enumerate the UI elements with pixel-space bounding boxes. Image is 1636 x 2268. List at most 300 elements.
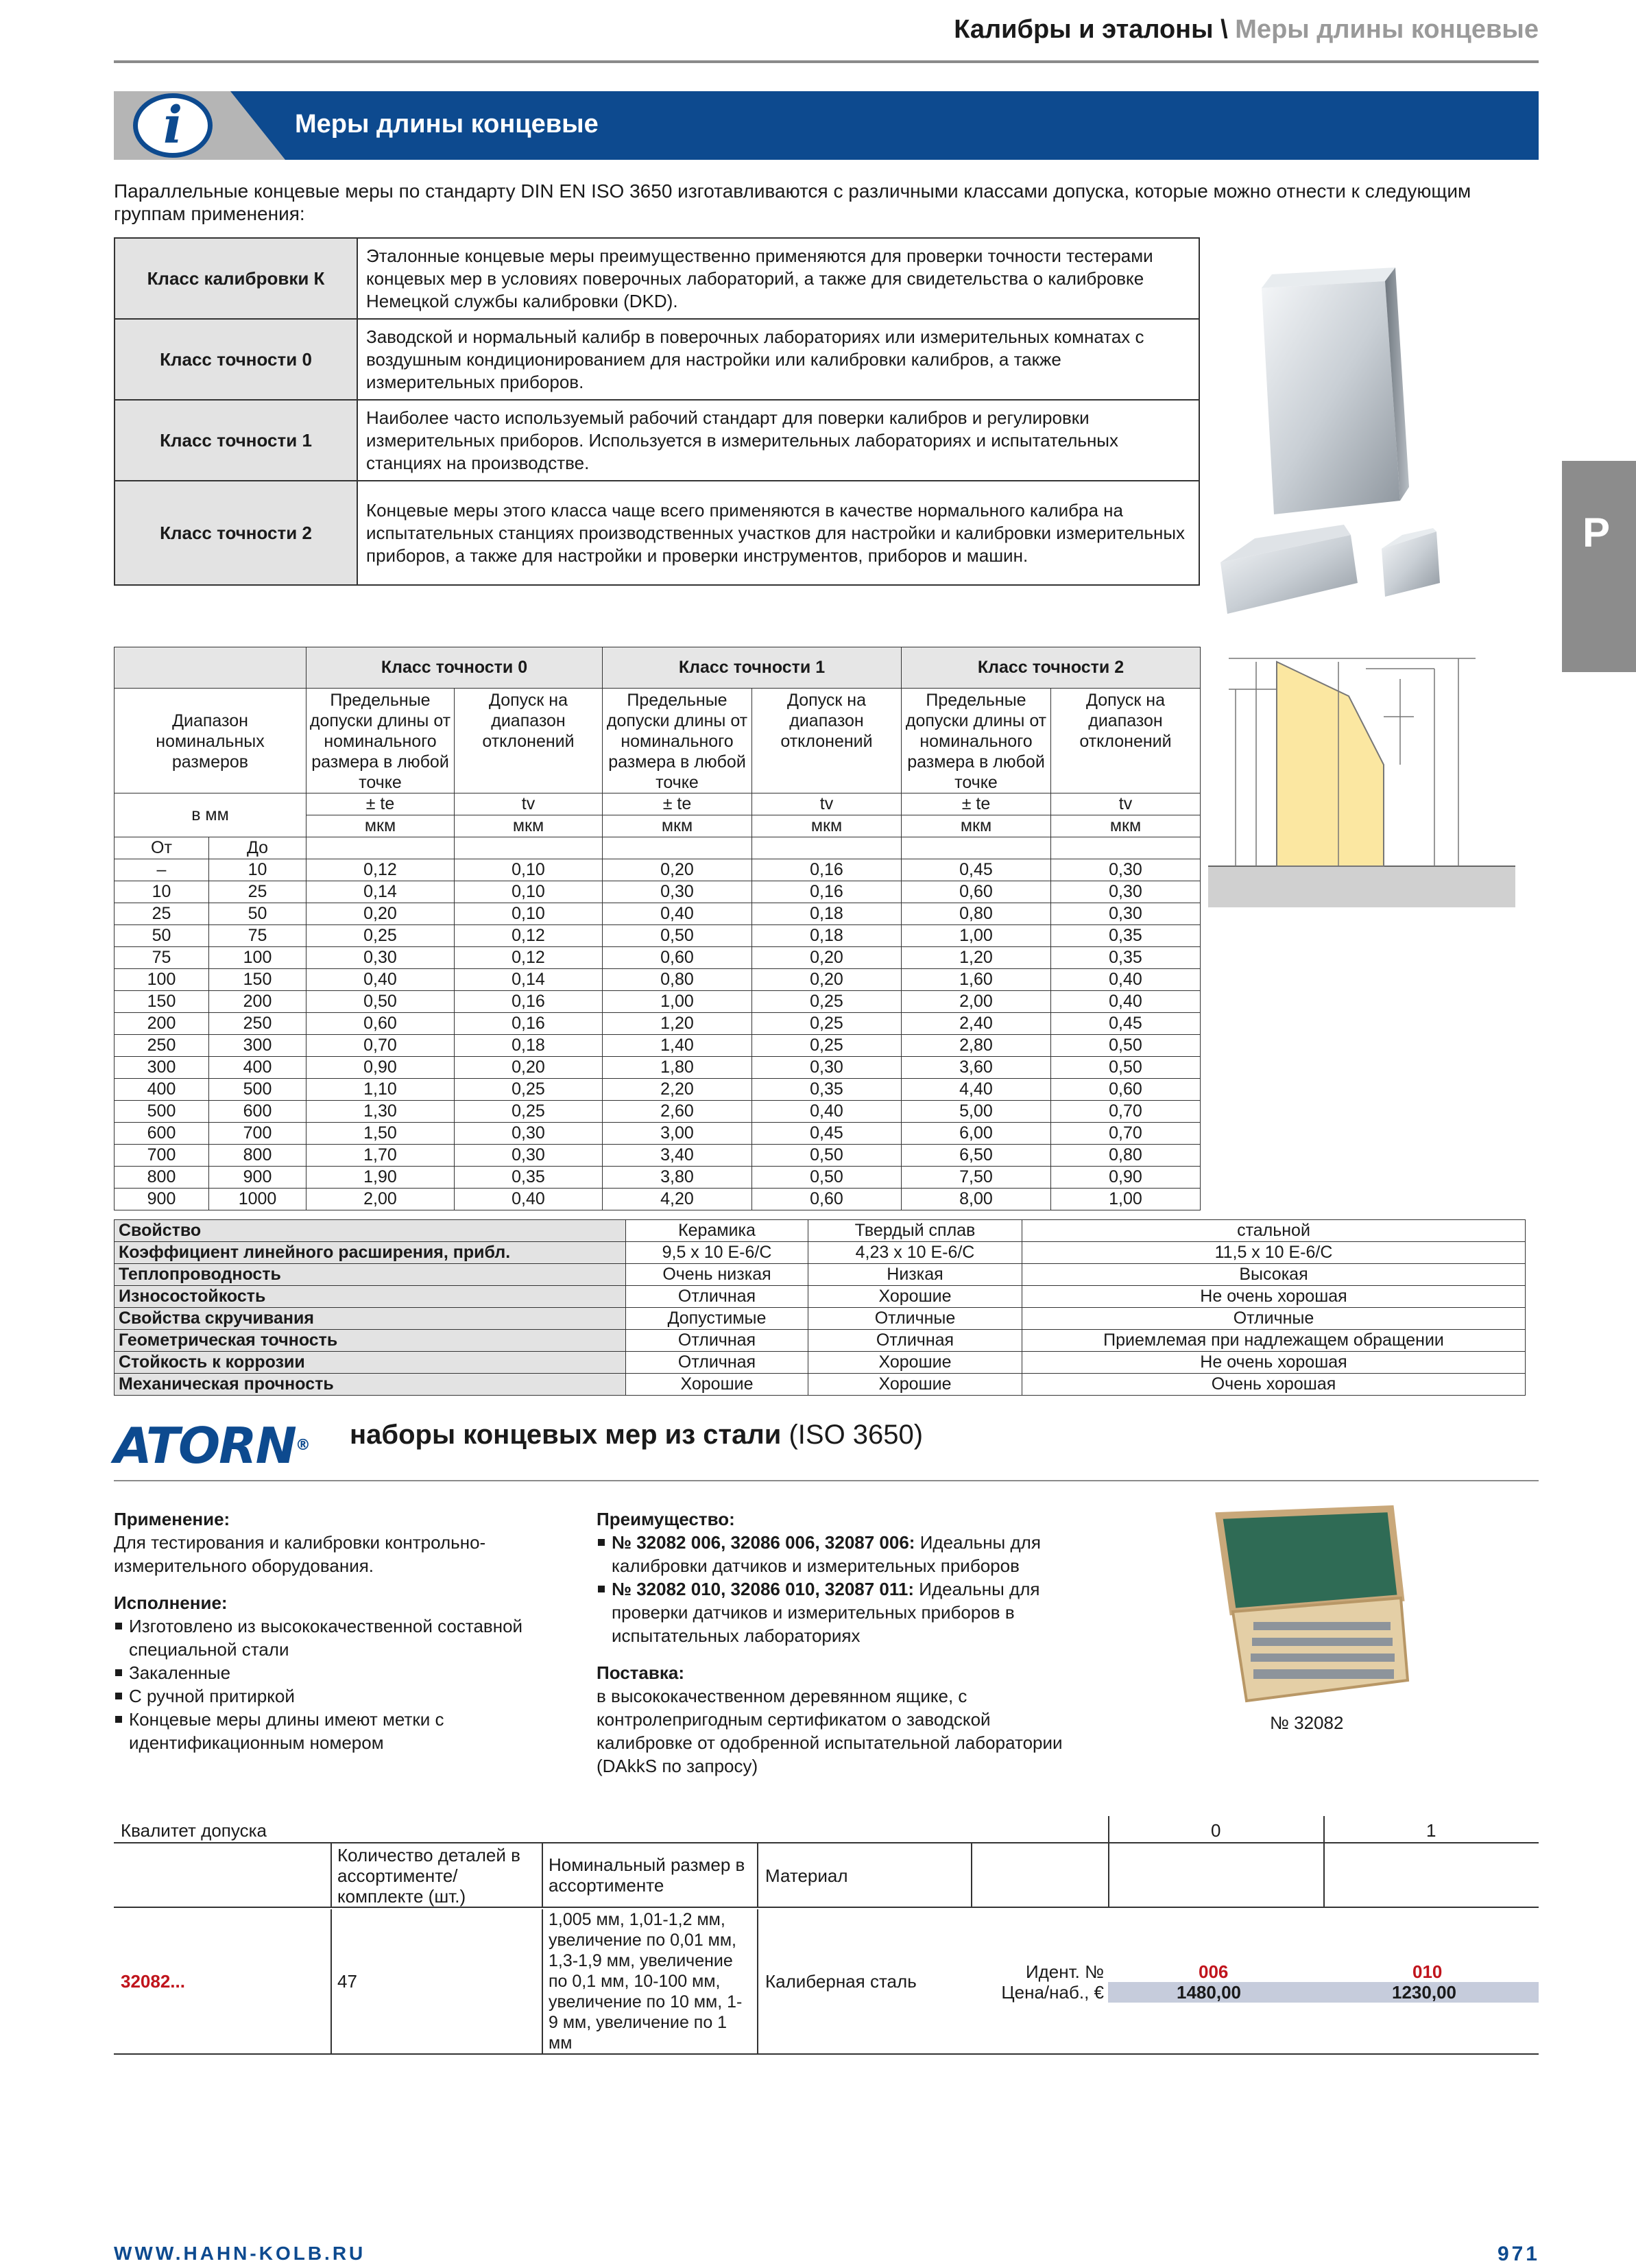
count-header: Количество деталей в ассортименте/комплекте (шт.) bbox=[337, 1845, 520, 1907]
table-row bbox=[115, 1264, 1526, 1286]
table-cell: 250 bbox=[209, 1013, 306, 1035]
property-value: Хорошие bbox=[808, 1286, 1022, 1308]
delivery-heading: Поставка: bbox=[597, 1662, 684, 1683]
header-subtitle: Меры длины концевые bbox=[1235, 15, 1539, 44]
header-separator: \ bbox=[1213, 15, 1236, 44]
table-cell: 0,80 bbox=[902, 903, 1051, 925]
range-label: Диапазон номинальных размеров bbox=[115, 689, 306, 793]
table-cell: 100 bbox=[209, 947, 306, 969]
table-row bbox=[115, 481, 1199, 585]
from-label: От bbox=[115, 837, 209, 859]
table-cell: 25 bbox=[209, 881, 306, 903]
empty-cell bbox=[1051, 837, 1201, 859]
table-row bbox=[115, 925, 1201, 947]
table-row bbox=[115, 1374, 1526, 1396]
table-cell: 0,12 bbox=[455, 925, 603, 947]
gauge-block-photo bbox=[1214, 261, 1515, 638]
property-rows bbox=[115, 1242, 1526, 1396]
column-header: Предельные допуски длины от номинального размера в любой точке bbox=[306, 689, 455, 793]
table-row bbox=[115, 1035, 1201, 1057]
class-description: Наиболее часто используемый рабочий стандарт для поверки калибров и регулировки измерительных приборов. Используется в измерительных лабораториях и испытательных станциях на производстве. bbox=[357, 400, 1199, 481]
symbol: tv bbox=[752, 793, 902, 815]
divider bbox=[757, 1909, 758, 2055]
table-cell: 400 bbox=[115, 1079, 209, 1101]
unit: мкм bbox=[752, 815, 902, 837]
table-cell: 0,25 bbox=[752, 1013, 902, 1035]
table-cell: 0,60 bbox=[306, 1013, 455, 1035]
table-cell: 0,14 bbox=[455, 969, 603, 991]
table-cell: 1,20 bbox=[902, 947, 1051, 969]
table-cell: 0,50 bbox=[1051, 1057, 1201, 1079]
table-cell: 50 bbox=[209, 903, 306, 925]
header-rule bbox=[114, 60, 1539, 63]
table-cell: 300 bbox=[209, 1035, 306, 1057]
table-cell: 200 bbox=[209, 991, 306, 1013]
table-cell: 0,40 bbox=[1051, 969, 1201, 991]
material-header: стальной bbox=[1022, 1220, 1526, 1242]
grade-0: 0 bbox=[1211, 1820, 1221, 1841]
table-cell: 0,20 bbox=[306, 903, 455, 925]
table-row bbox=[115, 1308, 1526, 1330]
divider bbox=[1108, 1816, 1109, 1843]
column-header: Допуск на диапазон отклонений bbox=[752, 689, 902, 793]
list-item: Закаленные bbox=[114, 1661, 560, 1684]
table-cell: 8,00 bbox=[902, 1189, 1051, 1210]
table-cell: 0,40 bbox=[306, 969, 455, 991]
table-cell: 0,25 bbox=[752, 991, 902, 1013]
table-cell: 0,16 bbox=[752, 859, 902, 881]
property-value: Хорошие bbox=[808, 1352, 1022, 1374]
table-cell: 0,16 bbox=[455, 1013, 603, 1035]
tolerance-rows bbox=[115, 859, 1201, 1210]
column-header: Предельные допуски длины от номинального размера в любой точке bbox=[603, 689, 752, 793]
table-cell: 800 bbox=[209, 1145, 306, 1167]
table-cell: 0,50 bbox=[1051, 1035, 1201, 1057]
divider bbox=[1323, 1843, 1325, 1908]
divider bbox=[1323, 1816, 1325, 1843]
table-cell: 0,25 bbox=[306, 925, 455, 947]
empty-cell bbox=[455, 837, 603, 859]
property-name: Стойкость к коррозии bbox=[115, 1352, 626, 1374]
advantage-text: Идеальны для проверки датчиков и измерительных приборов в испытательных лабораториях bbox=[612, 1579, 1040, 1646]
table-cell: 3,00 bbox=[603, 1123, 752, 1145]
class-name: Класс точности 1 bbox=[115, 400, 357, 481]
list-item bbox=[597, 1577, 1063, 1647]
grade-row bbox=[114, 1816, 1539, 1843]
table-cell: 1,50 bbox=[306, 1123, 455, 1145]
intro-text: Параллельные концевые меры по стандарту DIN EN ISO 3650 изготавливаются с различными классами допуска, которые можно отнести к следующим группам применения: bbox=[114, 180, 1471, 224]
material-header: Керамика bbox=[626, 1220, 808, 1242]
table-cell: 0,20 bbox=[752, 969, 902, 991]
grade-label: Квалитет допуска bbox=[121, 1820, 267, 1841]
application-heading: Применение: bbox=[114, 1509, 230, 1529]
class-name: Класс калибровки К bbox=[115, 238, 357, 319]
table-cell: 2,80 bbox=[902, 1035, 1051, 1057]
product-title-rule bbox=[114, 1480, 1539, 1481]
price-label: Цена/наб., € bbox=[1001, 1982, 1104, 2003]
table-cell: 900 bbox=[115, 1189, 209, 1210]
table-cell: 4,40 bbox=[902, 1079, 1051, 1101]
column-header: Допуск на диапазон отклонений bbox=[1051, 689, 1201, 793]
property-value: Отличная bbox=[626, 1352, 808, 1374]
class-description: Заводской и нормальный калибр в поверочных лабораториях или измерительных комнатах с воздушным кондиционированием для настройки или калибровки калибров, а также измерительных приборов. bbox=[357, 319, 1199, 400]
table-cell: 700 bbox=[115, 1145, 209, 1167]
symbol: ± te bbox=[306, 793, 455, 815]
table-cell: 1,60 bbox=[902, 969, 1051, 991]
table-row bbox=[115, 903, 1201, 925]
table-row bbox=[114, 1909, 1539, 2055]
piece-count: 47 bbox=[337, 1971, 357, 1992]
advantage-list bbox=[597, 1531, 1063, 1647]
table-cell: 25 bbox=[115, 903, 209, 925]
table-cell: 0,35 bbox=[1051, 947, 1201, 969]
table-cell: 1,00 bbox=[902, 925, 1051, 947]
table-row bbox=[115, 1101, 1201, 1123]
class-description: Концевые меры этого класса чаще всего применяются в качестве нормального калибра на испытательных станциях производственных участков для настройки и калибровки измерительных приборов, а также для настройки и проверки инструментов, приборов и машин. bbox=[357, 481, 1199, 585]
unit: мкм bbox=[1051, 815, 1201, 837]
table-cell: 200 bbox=[115, 1013, 209, 1035]
table-cell: 2,20 bbox=[603, 1079, 752, 1101]
table-cell: 1,40 bbox=[603, 1035, 752, 1057]
column-header: Допуск на диапазон отклонений bbox=[455, 689, 603, 793]
table-cell: 0,60 bbox=[752, 1189, 902, 1210]
table-cell: 0,20 bbox=[603, 859, 752, 881]
table-cell: 0,20 bbox=[752, 947, 902, 969]
empty-header-cell bbox=[115, 647, 306, 689]
table-row bbox=[115, 1123, 1201, 1145]
table-cell: 0,25 bbox=[455, 1079, 603, 1101]
table-cell: 0,16 bbox=[455, 991, 603, 1013]
section-side-tab bbox=[1562, 461, 1636, 672]
table-row bbox=[115, 238, 1199, 319]
delivery-text: в высококачественном деревянном ящике, с контролепригодным сертификатом о заводской калибровке от одобренной испытательной лаборатории (DAkkS по запросу) bbox=[597, 1686, 1063, 1776]
advantage-heading: Преимущество: bbox=[597, 1509, 735, 1529]
divider bbox=[757, 1843, 758, 1908]
table-row bbox=[115, 1330, 1526, 1352]
table-cell: 2,40 bbox=[902, 1013, 1051, 1035]
table-cell: 0,18 bbox=[455, 1035, 603, 1057]
footer-url[interactable]: WWW.HAHN-KOLB.RU bbox=[114, 2243, 366, 2264]
table-cell: 0,90 bbox=[306, 1057, 455, 1079]
table-cell: 0,40 bbox=[1051, 991, 1201, 1013]
table-cell: 800 bbox=[115, 1167, 209, 1189]
banner-title: Меры длины концевые bbox=[295, 110, 599, 139]
table-cell: 150 bbox=[115, 991, 209, 1013]
table-cell: 1,30 bbox=[306, 1101, 455, 1123]
article-code[interactable]: 32082... bbox=[121, 1971, 185, 1992]
class-name: Класс точности 0 bbox=[115, 319, 357, 400]
class-name: Класс точности 2 bbox=[115, 481, 357, 585]
photo-caption: № 32082 bbox=[1270, 1712, 1344, 1733]
table-cell: 0,50 bbox=[752, 1167, 902, 1189]
divider bbox=[330, 1909, 332, 2055]
table-row bbox=[115, 1352, 1526, 1374]
property-value: Хорошие bbox=[626, 1374, 808, 1396]
table-row bbox=[115, 1079, 1201, 1101]
table-cell: 0,30 bbox=[1051, 859, 1201, 881]
table-cell: 6,00 bbox=[902, 1123, 1051, 1145]
table-cell: 1000 bbox=[209, 1189, 306, 1210]
divider bbox=[542, 1843, 543, 1908]
table-row bbox=[115, 1057, 1201, 1079]
table-cell: 250 bbox=[115, 1035, 209, 1057]
symbol: ± te bbox=[902, 793, 1051, 815]
table-row bbox=[115, 793, 1201, 815]
table-cell: 0,60 bbox=[902, 881, 1051, 903]
property-value: Не очень хорошая bbox=[1022, 1286, 1526, 1308]
table-row bbox=[115, 837, 1201, 859]
table-cell: 2,60 bbox=[603, 1101, 752, 1123]
property-value: Низкая bbox=[808, 1264, 1022, 1286]
table-cell: 0,30 bbox=[603, 881, 752, 903]
execution-list bbox=[114, 1614, 560, 1754]
table-cell: 0,30 bbox=[306, 947, 455, 969]
grade-1: 1 bbox=[1426, 1820, 1436, 1841]
section-banner bbox=[114, 91, 1539, 160]
table-cell: 0,80 bbox=[1051, 1145, 1201, 1167]
price-0: 1480,00 bbox=[1177, 1982, 1241, 2003]
property-value: Высокая bbox=[1022, 1264, 1526, 1286]
table-cell: 3,80 bbox=[603, 1167, 752, 1189]
table-cell: 0,45 bbox=[1051, 1013, 1201, 1035]
empty-cell bbox=[902, 837, 1051, 859]
product-info-right bbox=[597, 1507, 1063, 1778]
side-tab-letter: P bbox=[1583, 510, 1611, 556]
table-cell: 0,45 bbox=[752, 1123, 902, 1145]
product-info-left bbox=[114, 1507, 560, 1754]
table-cell: 0,10 bbox=[455, 903, 603, 925]
accuracy-classes-table bbox=[114, 237, 1200, 586]
atorn-logo-text: ATORN bbox=[114, 1417, 296, 1475]
table-cell: 900 bbox=[209, 1167, 306, 1189]
table-cell: 0,30 bbox=[752, 1057, 902, 1079]
divider bbox=[330, 1843, 332, 1908]
divider bbox=[1108, 1843, 1109, 1908]
property-value: 9,5 x 10 E-6/C bbox=[626, 1242, 808, 1264]
ident-1[interactable]: 010 bbox=[1412, 1961, 1443, 1982]
property-value: Отличные bbox=[1022, 1308, 1526, 1330]
price-1: 1230,00 bbox=[1392, 1982, 1456, 2003]
property-header: Свойство bbox=[115, 1220, 626, 1242]
table-cell: 2,00 bbox=[902, 991, 1051, 1013]
table-cell: 7,50 bbox=[902, 1167, 1051, 1189]
table-row bbox=[115, 1167, 1201, 1189]
advantage-text: Идеальны для калибровки датчиков и измерительных приборов bbox=[612, 1532, 1041, 1576]
table-cell: 0,40 bbox=[752, 1101, 902, 1123]
table-cell: 0,90 bbox=[1051, 1167, 1201, 1189]
unit: мкм bbox=[306, 815, 455, 837]
product-title-main: наборы концевых мер из стали bbox=[350, 1420, 782, 1450]
table-cell: 150 bbox=[209, 969, 306, 991]
property-value: Хорошие bbox=[808, 1374, 1022, 1396]
table-cell: 0,30 bbox=[455, 1145, 603, 1167]
table-cell: 4,20 bbox=[603, 1189, 752, 1210]
product-title-suffix: (ISO 3650) bbox=[789, 1420, 924, 1450]
tolerance-table bbox=[114, 647, 1201, 1210]
table-cell: 0,30 bbox=[1051, 903, 1201, 925]
unit: мкм bbox=[603, 815, 752, 837]
table-cell: 0,25 bbox=[455, 1101, 603, 1123]
table-cell: 0,50 bbox=[603, 925, 752, 947]
property-value: Очень низкая bbox=[626, 1264, 808, 1286]
table-row bbox=[115, 1013, 1201, 1035]
table-cell: 1,10 bbox=[306, 1079, 455, 1101]
property-value: Отличная bbox=[808, 1330, 1022, 1352]
symbol: tv bbox=[1051, 793, 1201, 815]
table-cell: 100 bbox=[115, 969, 209, 991]
table-cell: 0,35 bbox=[1051, 925, 1201, 947]
property-value: 4,23 x 10 E-6/C bbox=[808, 1242, 1022, 1264]
nominal-header: Номинальный размер в ассортименте bbox=[549, 1854, 745, 1896]
article-numbers: № 32082 006, 32086 006, 32087 006: bbox=[612, 1532, 915, 1553]
page-header bbox=[954, 15, 1539, 45]
table-cell: 1,80 bbox=[603, 1057, 752, 1079]
class-description: Эталонные концевые меры преимущественно применяются для проверки точности тестерами концевых мер в условиях поверочных лабораторий, а также для свидетельства о калибровке Немецкой службы калибровки (DKD). bbox=[357, 238, 1199, 319]
table-row bbox=[115, 1220, 1526, 1242]
list-item bbox=[597, 1531, 1063, 1577]
table-row bbox=[115, 991, 1201, 1013]
table-cell: 0,12 bbox=[306, 859, 455, 881]
property-value: Отличная bbox=[626, 1330, 808, 1352]
list-item: Изготовлено из высококачественной составной специальной стали bbox=[114, 1614, 560, 1661]
material-header: Твердый сплав bbox=[808, 1220, 1022, 1242]
table-cell: 10 bbox=[115, 881, 209, 903]
property-value: Приемлемая при надлежащем обращении bbox=[1022, 1330, 1526, 1352]
table-row bbox=[115, 689, 1201, 793]
table-row bbox=[115, 319, 1199, 400]
column-header: Предельные допуски длины от номинального размера в любой точке bbox=[902, 689, 1051, 793]
table-cell: 0,10 bbox=[455, 881, 603, 903]
table-cell: – bbox=[115, 859, 209, 881]
ident-label: Идент. № bbox=[1025, 1961, 1104, 1982]
table-cell: 0,50 bbox=[752, 1145, 902, 1167]
table-cell: 400 bbox=[209, 1057, 306, 1079]
symbol: tv bbox=[455, 793, 603, 815]
table-cell: 0,35 bbox=[455, 1167, 603, 1189]
article-numbers: № 32082 010, 32086 010, 32087 011: bbox=[612, 1579, 915, 1599]
table-cell: 0,50 bbox=[306, 991, 455, 1013]
unit: мкм bbox=[455, 815, 603, 837]
table-cell: 6,50 bbox=[902, 1145, 1051, 1167]
class-header: Класс точности 0 bbox=[306, 647, 603, 689]
empty-cell bbox=[603, 837, 752, 859]
table-cell: 700 bbox=[209, 1123, 306, 1145]
table-cell: 500 bbox=[209, 1079, 306, 1101]
material: Калиберная сталь bbox=[765, 1971, 917, 1992]
material-header: Материал bbox=[765, 1865, 848, 1886]
table-cell: 600 bbox=[115, 1123, 209, 1145]
table-cell: 0,18 bbox=[752, 903, 902, 925]
price-highlight bbox=[1108, 1982, 1539, 2003]
table-cell: 5,00 bbox=[902, 1101, 1051, 1123]
property-name: Теплопроводность bbox=[115, 1264, 626, 1286]
table-row bbox=[115, 1189, 1201, 1210]
table-cell: 1,20 bbox=[603, 1013, 752, 1035]
property-value: 11,5 x 10 E-6/C bbox=[1022, 1242, 1526, 1264]
table-cell: 0,25 bbox=[752, 1035, 902, 1057]
table-cell: 0,40 bbox=[603, 903, 752, 925]
table-cell: 0,12 bbox=[455, 947, 603, 969]
property-value: Очень хорошая bbox=[1022, 1374, 1526, 1396]
property-value: Отличная bbox=[626, 1286, 808, 1308]
table-cell: 600 bbox=[209, 1101, 306, 1123]
table-cell: 75 bbox=[209, 925, 306, 947]
class-header: Класс точности 2 bbox=[902, 647, 1201, 689]
property-value: Допустимые bbox=[626, 1308, 808, 1330]
table-cell: 0,35 bbox=[752, 1079, 902, 1101]
table-cell: 500 bbox=[115, 1101, 209, 1123]
info-icon: i bbox=[133, 93, 213, 158]
table-cell: 1,00 bbox=[1051, 1189, 1201, 1210]
property-name: Износостойкость bbox=[115, 1286, 626, 1308]
page-number: 971 bbox=[1497, 2243, 1540, 2265]
table-cell: 0,20 bbox=[455, 1057, 603, 1079]
divider bbox=[971, 1843, 972, 1908]
product-header-row bbox=[114, 1843, 1539, 1908]
property-name: Свойства скручивания bbox=[115, 1308, 626, 1330]
table-cell: 0,40 bbox=[455, 1189, 603, 1210]
empty-cell bbox=[752, 837, 902, 859]
application-text: Для тестирования и калибровки контрольно-измерительного оборудования. bbox=[114, 1532, 486, 1576]
table-cell: 1,00 bbox=[603, 991, 752, 1013]
table-cell: 0,70 bbox=[306, 1035, 455, 1057]
registered-mark: ® bbox=[295, 1437, 309, 1454]
property-value: Отличные bbox=[808, 1308, 1022, 1330]
table-row bbox=[115, 969, 1201, 991]
unit-mm: в мм bbox=[115, 793, 306, 837]
table-cell: 2,00 bbox=[306, 1189, 455, 1210]
ident-0[interactable]: 006 bbox=[1199, 1961, 1229, 1982]
table-row bbox=[115, 947, 1201, 969]
table-cell: 0,60 bbox=[1051, 1079, 1201, 1101]
gauge-set-case-photo bbox=[1205, 1502, 1411, 1706]
table-row bbox=[115, 647, 1201, 689]
table-cell: 0,10 bbox=[455, 859, 603, 881]
table-cell: 0,80 bbox=[603, 969, 752, 991]
property-name: Механическая прочность bbox=[115, 1374, 626, 1396]
table-cell: 3,60 bbox=[902, 1057, 1051, 1079]
table-cell: 0,70 bbox=[1051, 1123, 1201, 1145]
material-properties-table bbox=[114, 1219, 1526, 1396]
table-cell: 0,16 bbox=[752, 881, 902, 903]
table-cell: 0,30 bbox=[1051, 881, 1201, 903]
empty-cell bbox=[306, 837, 455, 859]
table-row bbox=[115, 881, 1201, 903]
table-row bbox=[115, 1145, 1201, 1167]
gauge-block-diagram bbox=[1208, 648, 1515, 907]
table-cell: 10 bbox=[209, 859, 306, 881]
class-header: Класс точности 1 bbox=[603, 647, 902, 689]
property-value: Не очень хорошая bbox=[1022, 1352, 1526, 1374]
table-cell: 0,70 bbox=[1051, 1101, 1201, 1123]
table-cell: 0,45 bbox=[902, 859, 1051, 881]
table-row bbox=[115, 400, 1199, 481]
table-row bbox=[115, 859, 1201, 881]
unit: мкм bbox=[902, 815, 1051, 837]
list-item: Концевые меры длины имеют метки с идентификационным номером bbox=[114, 1708, 560, 1754]
table-row bbox=[115, 1286, 1526, 1308]
table-cell: 1,90 bbox=[306, 1167, 455, 1189]
product-title bbox=[350, 1420, 923, 1451]
nominal-sizes: 1,005 мм, 1,01-1,2 мм, увеличение по 0,01 мм, 1,3-1,9 мм, увеличение по 0,1 мм, 10-100 мм, увеличение по 10 мм, 1-9 мм, увеличение по 1 мм bbox=[549, 1910, 743, 2053]
table-row bbox=[115, 1242, 1526, 1264]
property-name: Геометрическая точность bbox=[115, 1330, 626, 1352]
table-cell: 1,70 bbox=[306, 1145, 455, 1167]
property-name: Коэффициент линейного расширения, прибл. bbox=[115, 1242, 626, 1264]
table-cell: 300 bbox=[115, 1057, 209, 1079]
table-cell: 0,60 bbox=[603, 947, 752, 969]
symbol: ± te bbox=[603, 793, 752, 815]
